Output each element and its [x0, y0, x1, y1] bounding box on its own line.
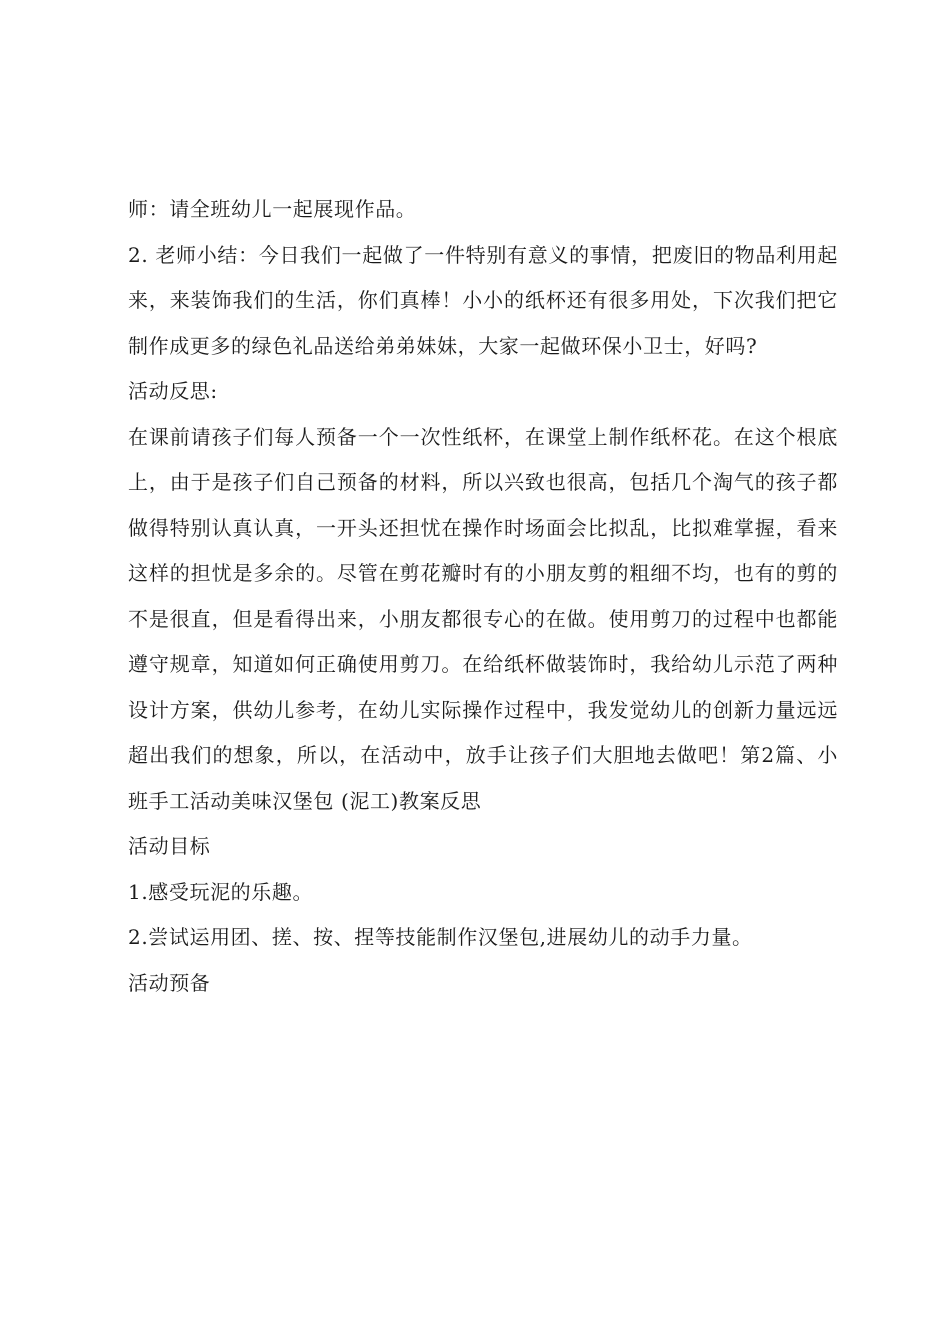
heading-activity-goals: 活动目标 [128, 834, 211, 858]
heading-activity-reflection: 活动反思: [128, 379, 218, 403]
paragraph-teacher-summary: 2. 老师小结：今日我们一起做了一件特别有意义的事情，把废旧的物品利用起来，来装饰我们的生活，你们真棒！小小的纸杯还有很多用处，下次我们把它制作成更多的绿色礼品送给弟弟妹妹，大家一起做环保小卫士，好吗? [128, 242, 838, 358]
document-body [128, 187, 838, 1006]
paragraph-reflection-body: 在课前请孩子们每人预备一个一次性纸杯，在课堂上制作纸杯花。在这个根底上，由于是孩子们自己预备的材料，所以兴致也很高，包括几个淘气的孩子都做得特别认真认真，一开头还担忧在操作时场面会比拟乱，比拟难掌握，看来这样的担忧是多余的。尽管在剪花瓣时有的小朋友剪的粗细不均，也有的剪的不是很直，但是看得出来，小朋友都很专心的在做。使用剪刀的过程中也都能遵守规章，知道如何正确使用剪刀。在给纸杯做装饰时，我给幼儿示范了两种设计方案，供幼儿参考，在幼儿实际操作过程中，我发觉幼儿的创新力量远远超出我们的想象，所以，在活动中，放手让孩子们大胆地去做吧！第2篇、小班手工活动美味汉堡包 (泥工)教案反思 [128, 424, 838, 813]
list-item-goal-2: 2.尝试运用团、搓、按、捏等技能制作汉堡包,进展幼儿的动手力量。 [128, 925, 753, 949]
paragraph-show-works: 师：请全班幼儿一起展现作品。 [128, 197, 417, 221]
list-item-goal-1: 1.感受玩泥的乐趣。 [128, 879, 314, 904]
heading-activity-preparation: 活动预备 [128, 970, 211, 995]
